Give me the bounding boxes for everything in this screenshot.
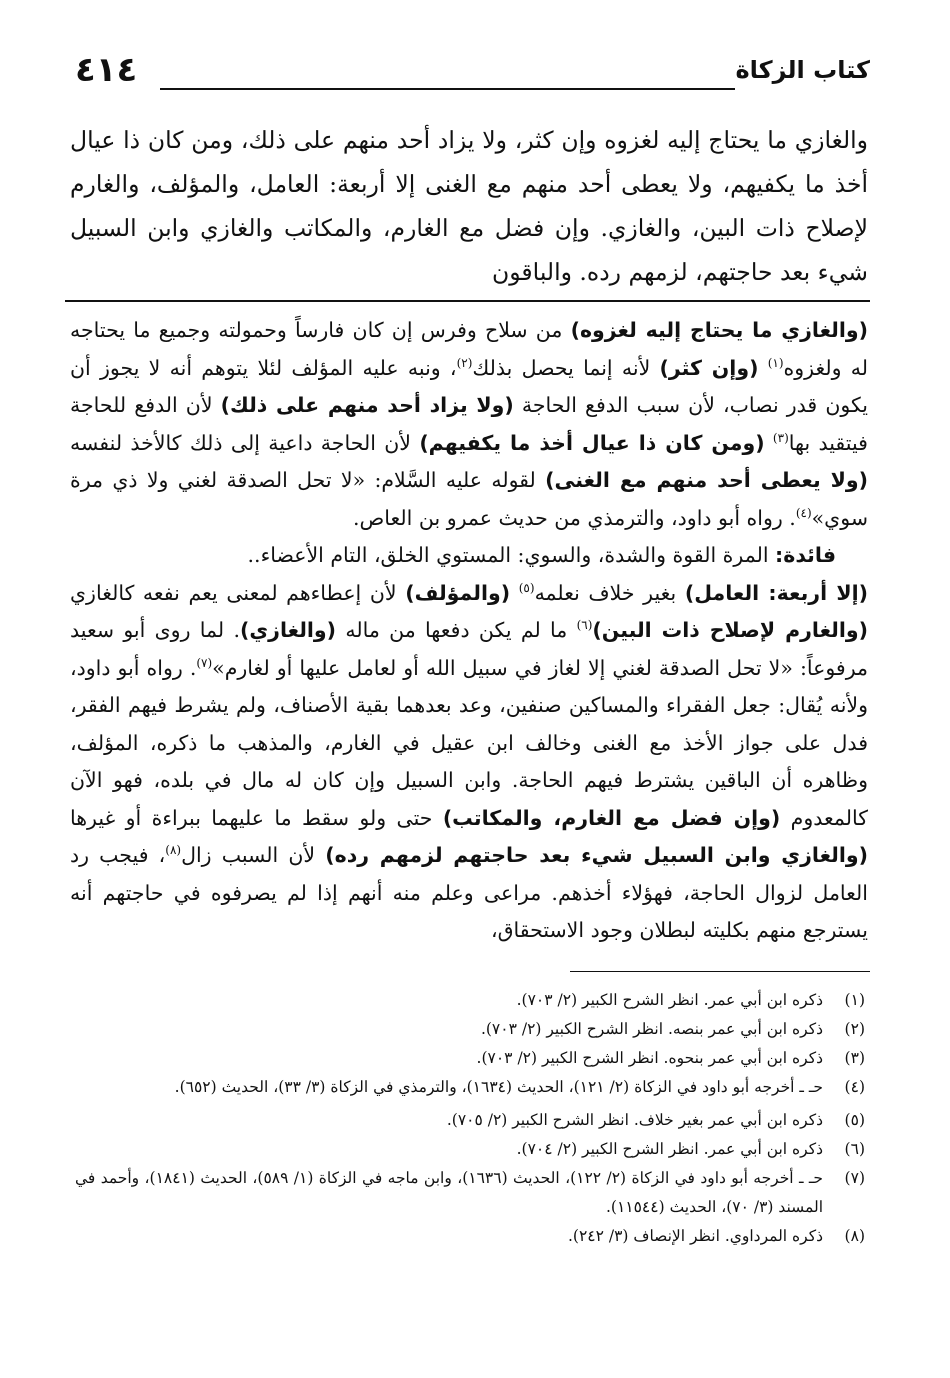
main-text: والغازي ما يحتاج إليه لغزوه وإن كثر، ولا يزاد أحد منهم على ذلك، ومن كان ذا عيال أخذ ما يكفيهم، ولا يعطى أحد منهم مع الغنى إلا أربعة: العامل، والمؤلف، والغارم لإصلاح ذات البين، والغازي. وإن فضل مع الغارم، والمكاتب والغازي وابن السبيل شيء بعد حاجتهم، لزمهم رده. والباقون bbox=[70, 126, 868, 286]
footnote-text: ذكره ابن أبي عمر. انظر الشرح الكبير (٢/ ٧٠٣). bbox=[516, 991, 823, 1009]
footnote-divider bbox=[570, 971, 870, 972]
commentary-text: لقوله عليه السَّلام: «لا تحل الصدقة لغني ولا ذي مرة سوي» bbox=[70, 468, 868, 530]
footnote-text: ذكره ابن أبي عمر بغير خلاف. انظر الشرح الكبير (٢/ ٧٠٥). bbox=[446, 1111, 823, 1129]
matn-quote: (ومن كان ذا عيال أخذ ما يكفيهم) bbox=[419, 430, 765, 455]
footnote-ref: (١) bbox=[767, 355, 784, 370]
main-text-block bbox=[70, 118, 868, 294]
benefit-label: فائدة: bbox=[775, 543, 836, 567]
footnote-text: ذكره ابن أبي عمر بنحوه. انظر الشرح الكبير (٢/ ٧٠٣). bbox=[476, 1049, 823, 1067]
matn-quote: (والغازي وابن السبيل شيء بعد حاجتهم لزمهم رده) bbox=[325, 843, 868, 867]
footnote-number: (٢) bbox=[844, 1020, 865, 1038]
commentary-text: من سلاح وفرس إن كان فارساً وحمولته وجميع ما يحتاجه له ولغزوه bbox=[70, 318, 868, 380]
footnote-number: (١) bbox=[844, 991, 865, 1009]
matn-quote: (والمؤلف) bbox=[405, 580, 511, 605]
commentary-text: ، فيجب رد العامل لزوال الحاجة، فهؤلاء أخذهم. مراعى وعلم منه أنهم إذا لم يصرفوه في حاجتهم أنه يسترجع منهم بكليته لبطلان وجود الاستحقاق، bbox=[70, 843, 868, 942]
header-rule bbox=[160, 88, 735, 90]
footnote-number: (٧) bbox=[844, 1169, 865, 1187]
footnote bbox=[75, 986, 865, 1015]
commentary-text: . رواه أبو داود، والترمذي من حديث عمرو بن العاص. bbox=[352, 505, 796, 530]
commentary-text bbox=[765, 431, 773, 455]
footnote bbox=[75, 1015, 865, 1044]
commentary-text bbox=[758, 356, 767, 380]
commentary-block bbox=[70, 312, 868, 950]
matn-quote: (والغازي ما يحتاج إليه لغزوه) bbox=[570, 318, 868, 342]
commentary-text: لأن الحاجة داعية إلى ذلك كالأخذ لنفسه bbox=[70, 430, 420, 455]
footnote-ref: (٥) bbox=[518, 580, 535, 595]
footnote-ref: (٢) bbox=[456, 355, 473, 370]
running-title: كتاب الزكاة bbox=[735, 56, 870, 84]
footnote-ref: (٨) bbox=[165, 843, 182, 858]
footnote-text: ذكره ابن أبي عمر. انظر الشرح الكبير (٢/ ٧٠٤). bbox=[516, 1140, 823, 1158]
page-number: ٤١٤ bbox=[75, 50, 138, 90]
commentary-text: لأن الدفع للحاجة فيتقيد بها bbox=[70, 393, 868, 455]
benefit-text: المرة القوة والشدة، والسوي: المستوي الخلق، التام الأعضاء.. bbox=[247, 543, 776, 567]
footnote-number: (٨) bbox=[844, 1227, 865, 1245]
footnotes bbox=[75, 986, 865, 1251]
matn-quote: (وإن كثر) bbox=[659, 355, 759, 380]
commentary-text: بغير خلاف نعلمه bbox=[534, 580, 685, 605]
commentary-text: لأن إعطاءهم لمعنى يعم نفعه كالغازي bbox=[70, 580, 406, 605]
footnote bbox=[75, 1164, 865, 1222]
footnote-ref: (٣) bbox=[772, 430, 789, 445]
matn-quote: (وإن فضل مع الغارم، والمكاتب) bbox=[442, 805, 781, 830]
matn-quote: (والغازي) bbox=[239, 618, 337, 642]
matn-quote: (ولا يزاد أحد منهم على ذلك) bbox=[220, 393, 514, 417]
footnote-text: حـ ـ أخرجه أبو داود في الزكاة (٢/ ١٢١)، الحديث (١٦٣٤)، والترمذي في الزكاة (٣/ ٣٣)، الحديث (٦٥٢). bbox=[174, 1078, 823, 1096]
commentary-paragraph-2 bbox=[70, 575, 868, 950]
commentary-text: لأن السبب زال bbox=[181, 843, 326, 867]
matn-quote: (والغارم لإصلاح ذات البين) bbox=[592, 618, 868, 642]
page-header bbox=[75, 50, 870, 100]
footnote-number: (٦) bbox=[844, 1140, 865, 1158]
commentary-text: ما لم يكن دفعها من ماله bbox=[336, 618, 577, 642]
footnote-text: حـ ـ أخرجه أبو داود في الزكاة (٢/ ١٢٢)، الحديث (١٦٣٦)، وابن ماجه في الزكاة (١/ ٥٨٩)، الحديث (١٨٤١)، وأحمد في المسند (٣/ ٧٠)، الحديث (١١٥٤٤). bbox=[75, 1169, 824, 1216]
matn-quote: (إلا أربعة: العامل) bbox=[684, 580, 869, 605]
footnote-ref: (٦) bbox=[576, 618, 593, 633]
footnote-number: (٣) bbox=[844, 1049, 865, 1067]
commentary-text: ، ونبه عليه المؤلف لئلا يتوهم أنه لا يجوز أن يكون قدر نصاب، لأن سبب الدفع الحاجة bbox=[70, 355, 869, 417]
matn-quote: (ولا يعطى أحد منهم مع الغنى) bbox=[545, 468, 868, 492]
footnote bbox=[75, 1135, 865, 1164]
commentary-text: . رواه أبو داود، ولأنه يُقال: جعل الفقراء والمساكين صنفين، وعد بعدهما بقية الأصناف، ولم يشرط فيهم الفقر، فدل على جواز الأخذ مع الغنى وخالف ابن عقيل في الغارم، والمذهب ما ذكره، المؤلف، وظاهره أن الباقين يشترط فيهم الحاجة. وابن السبيل وإن كان له مال في بلده، فهو الآن كالمعدوم bbox=[70, 655, 868, 830]
footnote-text: ذكره المرداوي. انظر الإنصاف (٣/ ٢٤٢). bbox=[567, 1227, 823, 1245]
footnote bbox=[75, 1073, 865, 1102]
footnote-text: ذكره ابن أبي عمر بنصه. انظر الشرح الكبير (٢/ ٧٠٣). bbox=[480, 1020, 823, 1038]
footnote-ref: (٧) bbox=[196, 655, 213, 670]
commentary-text bbox=[510, 581, 519, 605]
footnote bbox=[75, 1044, 865, 1073]
footnote bbox=[75, 1106, 865, 1135]
commentary-text: . لما روى أبو سعيد مرفوعاً: «لا تحل الصدقة لغني إلا لغاز في سبيل الله أو لعامل عليها أو لغارم» bbox=[70, 618, 869, 680]
footnote-number: (٤) bbox=[844, 1078, 865, 1096]
main-commentary-divider bbox=[65, 300, 870, 302]
commentary-paragraph-1 bbox=[70, 312, 868, 537]
commentary-text: لأنه إنما يحصل بذلك bbox=[472, 355, 660, 380]
commentary-text: حتى ولو سقط ما عليهما ببراءة أو غيرها bbox=[70, 805, 443, 830]
benefit-note bbox=[70, 537, 868, 575]
footnote bbox=[75, 1222, 865, 1251]
footnote-number: (٥) bbox=[844, 1111, 865, 1129]
footnote-ref: (٤) bbox=[795, 505, 812, 520]
